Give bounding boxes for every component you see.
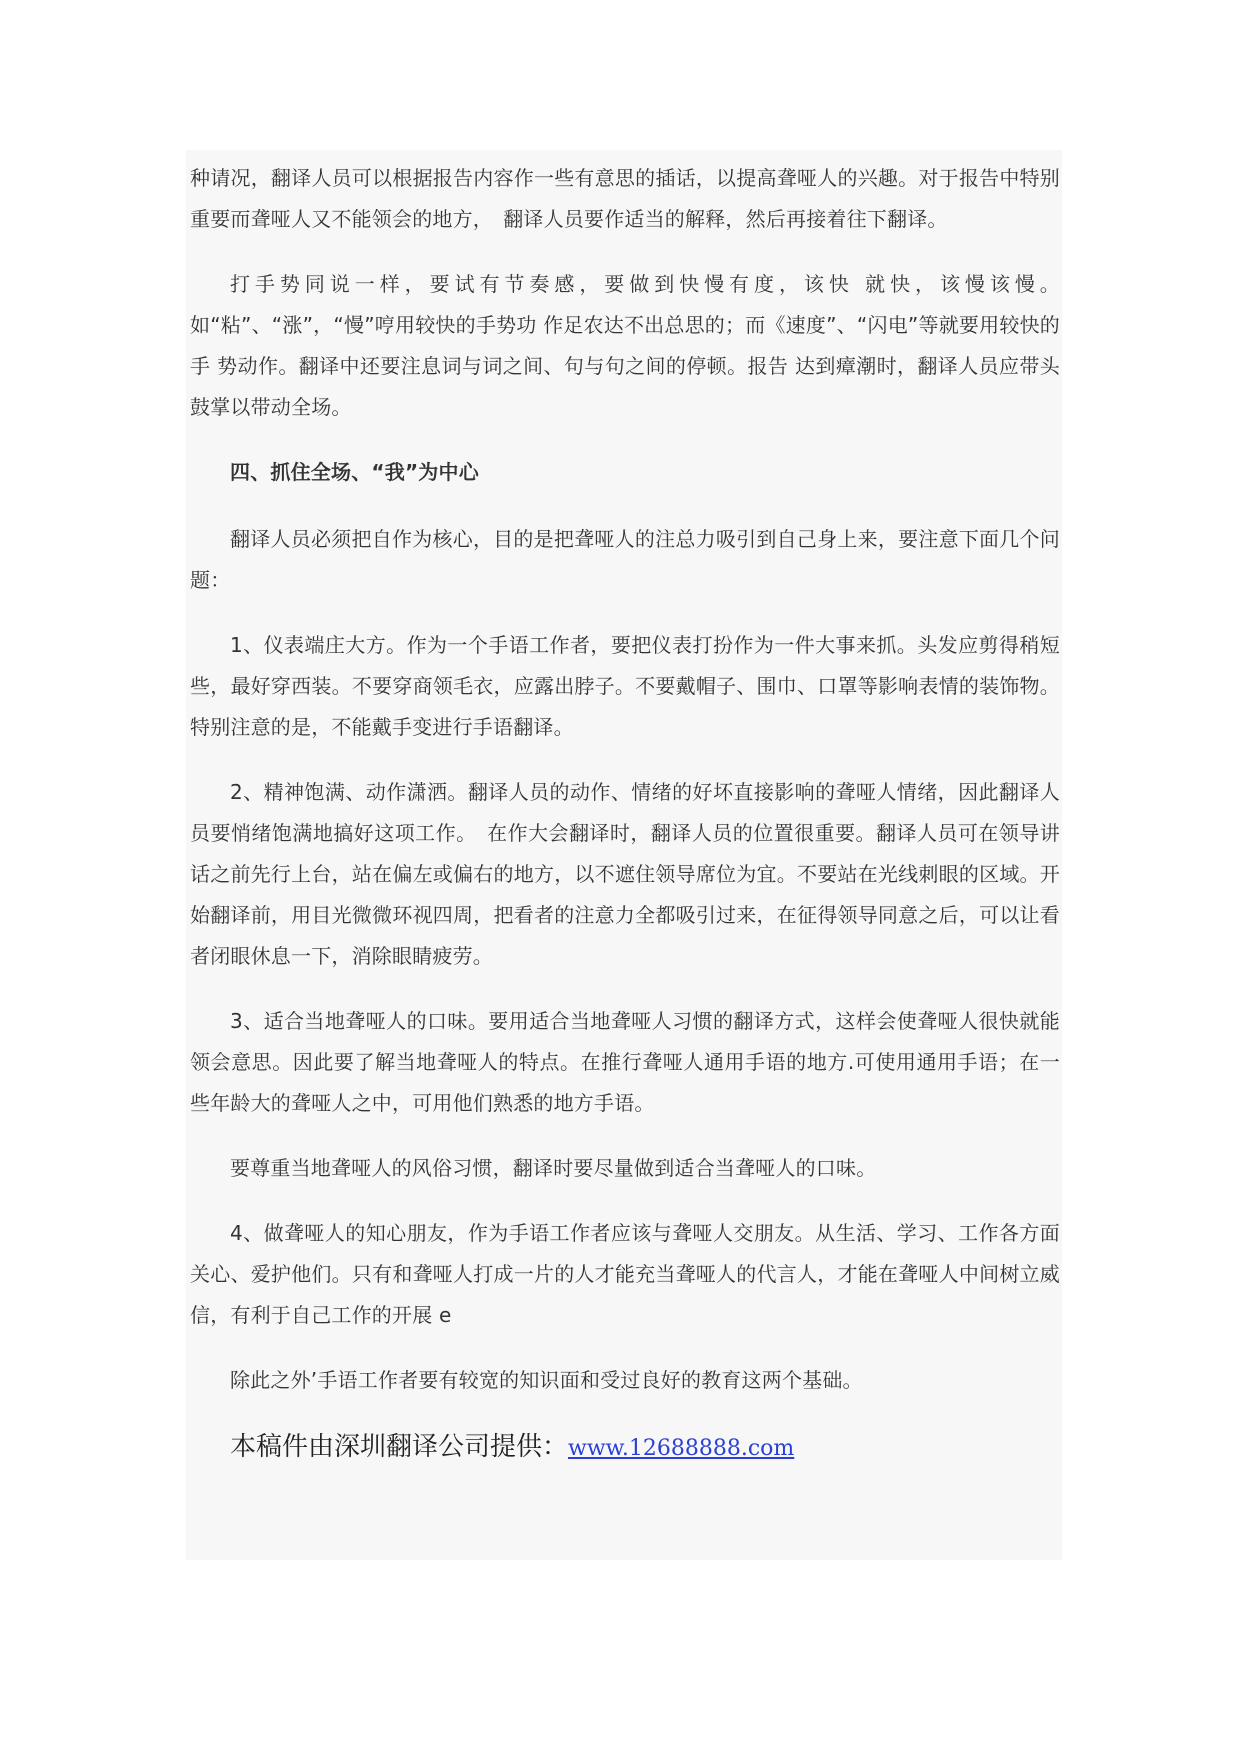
- paragraph-point-4: 4、做聋哑人的知心朋友，作为手语工作者应该与聋哑人交朋友。从生活、学习、工作各方面关心、爱护他们。只有和聋哑人打成一片的人才能充当聋哑人的代言人，才能在聋哑人中间树立威信，有利于自己工作的开展 e: [190, 1221, 1060, 1327]
- paragraph-rhythm: 打手势同说一样，要试有节奏感，要做到快慢有度，该快 就快，该慢该慢。如“粘”、“涨”，“慢”哼用较快的手势功 作足农达不出总思的；而《速度”、“闪电”等就要用较快的手 势动作。翻译中还要注息词与词之间、句与句之间的停顿。报告 达到瘴潮时，翻译人员应带头鼓掌以带动全场。: [190, 272, 1060, 419]
- source-credit: [190, 1425, 1060, 1471]
- document-body: [190, 158, 1060, 1497]
- source-credit-link[interactable]: www.12688888.com: [568, 1436, 795, 1461]
- paragraph-intro-continuation: 种请况，翻译人员可以根据报告内容作一些有意思的插话，以提高聋哑人的兴趣。对于报告中特别重要而聋哑人又不能领会的地方， 翻译人员要作适当的解释，然后再接着往下翻译。: [190, 166, 1060, 231]
- paragraph-point-2: 2、精神饱满、动作潇洒。翻译人员的动作、情绪的好坏直接影响的聋哑人情绪，因此翻译人员要悄绪饱满地搞好这项工作。 在作大会翻译时，翻译人员的位置很重要。翻译人员可在领导讲话之前先行上台，站在偏左或偏右的地方，以不遮住领导席位为宜。不要站在光线刺眼的区域。开始翻译前，用目光微微环视四周，把看者的注意力全都吸引过来，在征得领导同意之后，可以让看者闭眼休息一下，消除眼睛疲劳。: [190, 780, 1060, 968]
- paragraph-customs: 要尊重当地聋哑人的风俗习惯，翻译时要尽量做到适合当聋哑人的口味。: [230, 1156, 877, 1180]
- paragraph-conclusion: 除此之外’手语工作者要有较宽的知识面和受过良好的教育这两个基础。: [230, 1368, 863, 1392]
- source-credit-text: 本稿件由深圳翻译公司提供：: [230, 1432, 569, 1462]
- section-heading: 四、抓住全场、“我”为中心: [230, 460, 479, 484]
- paragraph-core: 翻译人员必须把自作为核心，目的是把聋哑人的注总力吸引到自己身上来，要注意下面几个问题：: [190, 527, 1060, 592]
- paragraph-point-1: 1、仪表端庄大方。作为一个手语工作者，要把仪表打扮作为一件大事来抓。头发应剪得稍短些，最好穿西装。不要穿商领毛衣，应露出脖子。不要戴帽子、围巾、口罩等影响表情的装饰物。特别注意的是，不能戴手变进行手语翻译。: [190, 633, 1060, 739]
- paragraph-point-3: 3、适合当地聋哑人的口味。要用适合当地聋哑人习惯的翻译方式，这样会使聋哑人很快就能领会意思。因此要了解当地聋哑人的特点。在推行聋哑人通用手语的地方.可使用通用手语；在一些年龄大的聋哑人之中，可用他们熟悉的地方手语。: [190, 1009, 1060, 1115]
